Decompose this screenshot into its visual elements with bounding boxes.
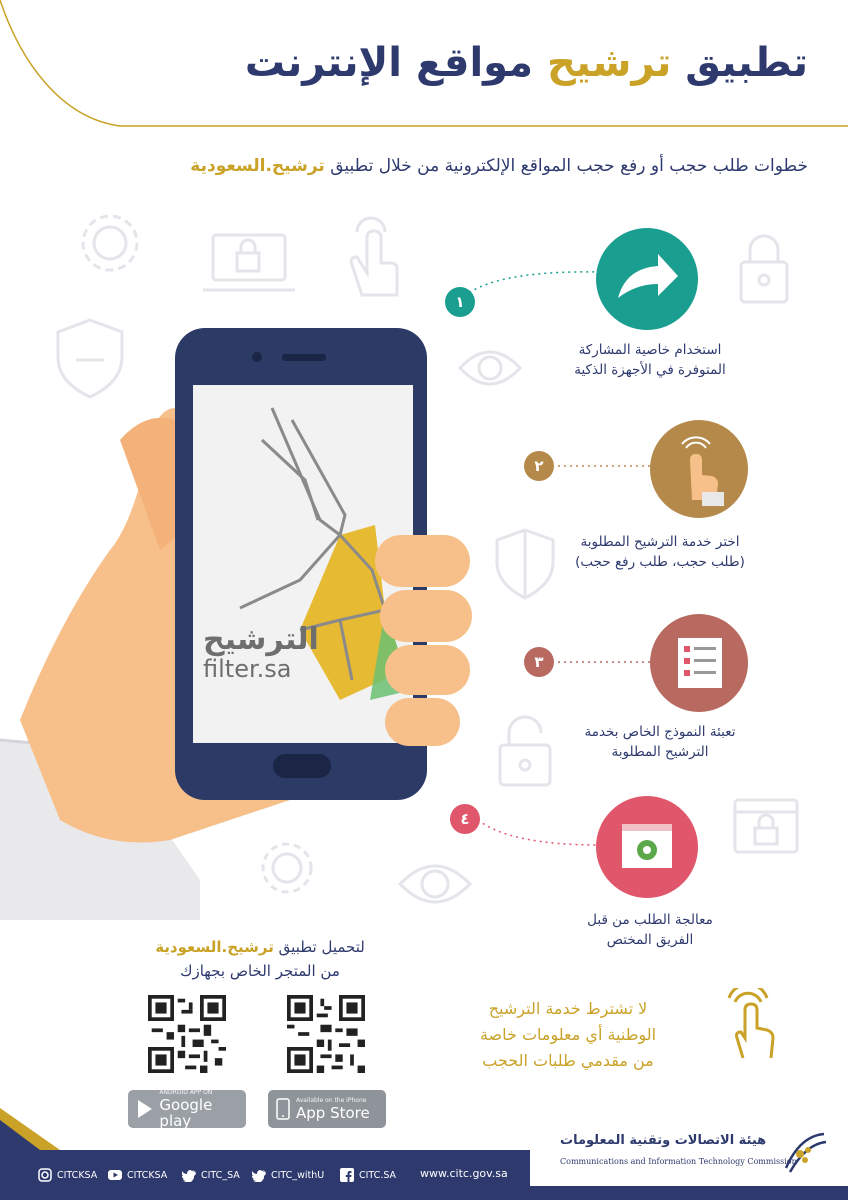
step-2-circle [650,420,748,518]
step-4-badge: ٤ [450,804,480,834]
app-store-small-text: Available on the iPhone [296,1097,367,1104]
privacy-note-line2: الوطنية أي معلومات خاصة [479,1025,657,1044]
citc-logo-english: Communications and Information Technology Commission [560,1157,797,1166]
download-text: لتحميل تطبيق [278,938,365,956]
facebook-handle: CITC.SA [359,1169,397,1181]
youtube-handle: CITCKSA [127,1169,168,1181]
share-arrow-icon [596,228,698,330]
youtube-icon [108,1168,122,1182]
app-store-qr-code[interactable] [287,995,365,1073]
youtube-link[interactable] [108,1168,167,1182]
app-store-label: App Store [296,1104,370,1122]
gear-window-icon [596,796,698,898]
instagram-handle: CITCKSA [57,1169,98,1181]
step-3-badge: ٣ [524,647,554,677]
step-3-circle [650,614,748,712]
tap-hand-icon [650,420,748,518]
google-play-label: Google play [159,1096,213,1130]
citc-logo-arabic: هيئة الاتصالات وتقنية المعلومات [560,1133,767,1148]
twitter-icon [182,1168,196,1182]
instagram-icon [38,1168,52,1182]
step-4-line2: الفريق المختص [606,932,694,948]
download-heading [140,938,380,956]
twitter-handle-1: CITC_SA [201,1169,240,1181]
title-word-filter: ترشيح [546,40,672,86]
privacy-note-line1: لا تشترط خدمة الترشيح [488,999,648,1018]
citc-emblem-icon [780,1128,830,1178]
privacy-note [438,996,698,1074]
step-2-line1: اختر خدمة الترشيح المطلوبة [580,534,740,550]
download-app-name: ترشيح.السعودية [155,938,274,956]
twitter-link-1[interactable] [182,1168,240,1182]
privacy-note-line3: من مقدمي طلبات الحجب [482,1051,654,1070]
step-1-badge: ١ [445,287,475,317]
download-subheading: من المتجر الخاص بجهازك [180,962,340,980]
step-1-line1: استخدام خاصية المشاركة [578,342,722,358]
step-4-line1: معالجة الطلب من قبل [587,912,713,928]
phone-brand-domain: filter.sa [203,655,292,683]
google-play-qr-code[interactable] [148,995,226,1073]
title-word-app: تطبيق [685,40,808,86]
subtitle-app-name: ترشيح.السعودية [190,156,325,176]
step-1-line2: المتوفرة في الأجهزة الذكية [574,362,726,378]
website-link[interactable]: www.citc.gov.sa [420,1167,508,1180]
step-1-circle [596,228,698,330]
step-2-line2: (طلب حجب، طلب رفع حجب) [575,554,745,570]
form-list-icon [650,614,748,712]
facebook-link[interactable] [340,1168,396,1182]
step-2-badge: ٢ [524,451,554,481]
step-1-label [520,340,780,380]
step-3-line1: تعبئة النموذج الخاص بخدمة [584,724,736,740]
instagram-link[interactable] [38,1168,97,1182]
phone-brand-arabic: الترشيح [203,622,319,657]
google-play-small-text: ANDROID APP ON [159,1089,213,1096]
facebook-icon [340,1168,354,1182]
touch-finger-icon [715,988,785,1068]
twitter-link-2[interactable] [252,1168,324,1182]
twitter-handle-2: CITC_withU [271,1169,325,1181]
title-word-websites: مواقع الإنترنت [244,40,534,86]
step-2-label [530,532,790,572]
step-3-label [530,722,790,762]
subtitle-text: خطوات طلب حجب أو رفع حجب المواقع الإلكترونية من خلال تطبيق [330,156,808,176]
twitter-icon-2 [252,1168,266,1182]
step-3-line2: الترشيح المطلوبة [611,744,709,760]
step-4-circle [596,796,698,898]
step-4-label [520,910,780,950]
